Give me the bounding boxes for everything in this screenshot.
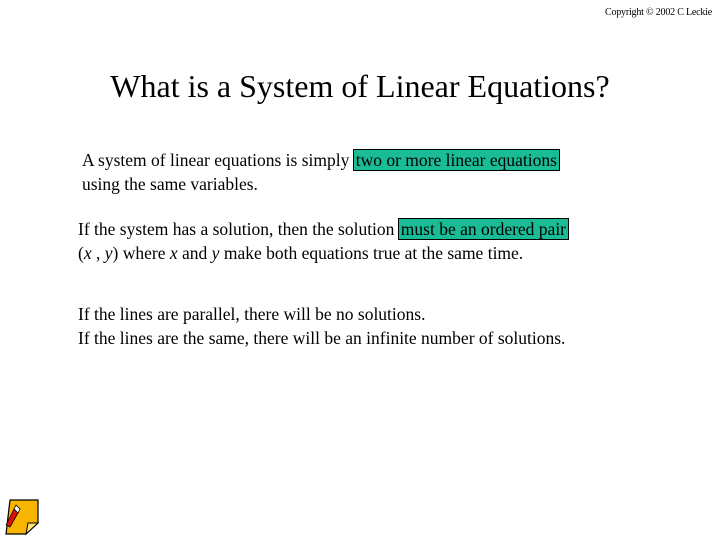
solution-line-1 [78,217,568,241]
definition-line-1 [82,148,559,172]
copyright-notice: Copyright © 2002 C Leckie [604,7,712,18]
folded-note-icon[interactable] [4,497,40,537]
definition-text: A system of linear equations is simply [82,150,354,170]
parallel-case-line: If the lines are parallel, there will be no solutions. [78,304,426,324]
definition-line-2: using the same variables. [82,174,258,194]
and-text: and [177,243,212,263]
slide-title: What is a System of Linear Equations? [110,68,610,104]
variable-x: x [83,243,92,263]
close-paren: ) [112,243,119,263]
solution-highlight: must be an ordered pair [400,219,567,239]
solution-text: If the system has a solution, then the solution [78,219,399,239]
variable-y-2: y [211,243,220,263]
comma: , [91,243,105,263]
definition-paragraph [82,148,559,196]
definition-highlight: two or more linear equations [355,150,557,170]
variable-x-2: x [169,243,178,263]
cases-paragraph [78,302,565,350]
open-paren: ( [78,243,84,263]
solution-rest-text: make both equations true at the same time. [219,243,524,263]
variable-y: y [104,243,113,263]
where-text: where [118,243,170,263]
solution-paragraph [78,217,568,265]
solution-line-2 [78,241,568,265]
same-line-case-line: If the lines are the same, there will be an infinite number of solutions. [78,328,566,348]
